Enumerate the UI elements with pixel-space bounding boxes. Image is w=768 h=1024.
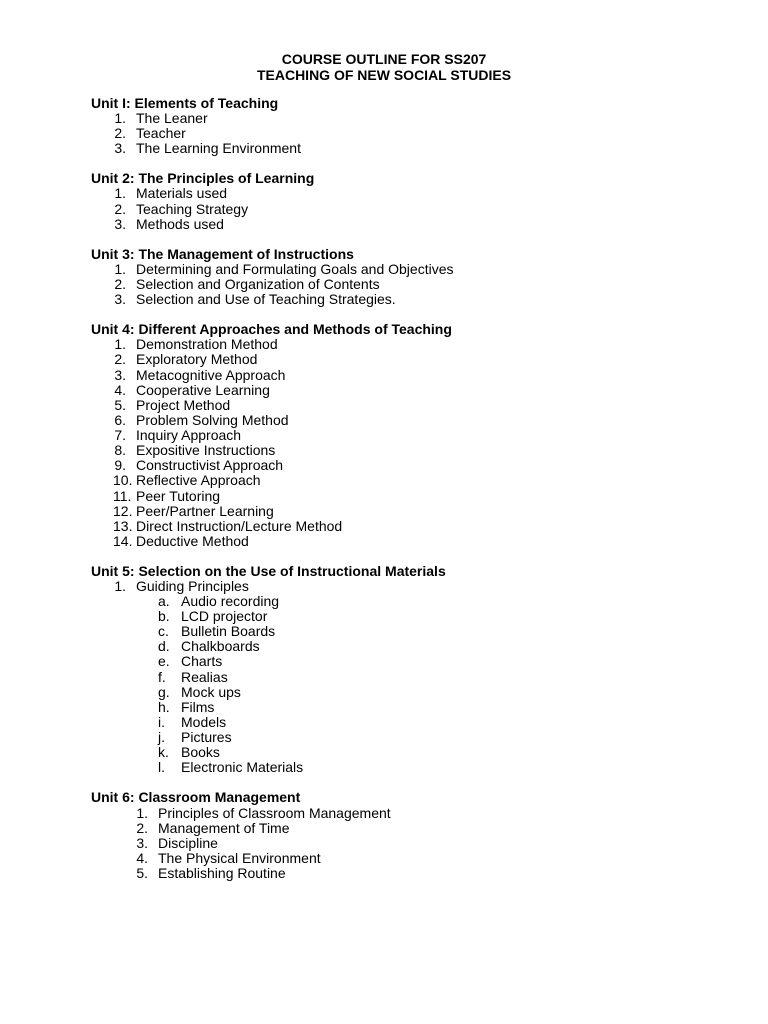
list-letter: f. <box>158 669 166 685</box>
list-item-text: Discipline <box>158 835 218 851</box>
list-number: 14. <box>113 533 133 549</box>
list-letter: d. <box>158 638 170 654</box>
list-item-text: Determining and Formulating Goals and Objectives <box>136 261 454 277</box>
list-item-text: Charts <box>181 653 223 669</box>
list-number: 5. <box>136 865 148 881</box>
list-number: 13. <box>113 518 133 534</box>
list-letter: c. <box>158 623 169 639</box>
list-item-text: Peer Tutoring <box>136 488 221 504</box>
list-number: 12. <box>113 503 133 519</box>
list-item-text: Materials used <box>136 185 228 201</box>
list-number: 2. <box>114 125 126 141</box>
list-letter: j. <box>158 729 165 745</box>
list-item-text: Principles of Classroom Management <box>158 805 391 821</box>
list-item-text: The Learning Environment <box>136 140 301 156</box>
list-item-text: Establishing Routine <box>158 865 286 881</box>
list-item-text: Deductive Method <box>136 533 249 549</box>
list-letter: i. <box>158 714 165 730</box>
list-number: 1. <box>114 261 126 277</box>
list-item-text: Management of Time <box>158 820 290 836</box>
list-letter: b. <box>158 608 170 624</box>
list-number: 7. <box>114 427 126 443</box>
list-item-text: Books <box>181 744 220 760</box>
unit-3-heading: Unit 3: The Management of Instructions <box>91 246 354 262</box>
list-letter: g. <box>158 684 170 700</box>
unit-4-heading: Unit 4: Different Approaches and Methods of Teaching <box>91 321 452 337</box>
unit-5-heading: Unit 5: Selection on the Use of Instructional Materials <box>91 563 446 579</box>
list-item-text: Teaching Strategy <box>136 201 249 217</box>
list-item-text: Reflective Approach <box>136 472 261 488</box>
list-item-text: Realias <box>181 669 228 685</box>
list-letter: h. <box>158 699 170 715</box>
list-item-text: Inquiry Approach <box>136 427 242 443</box>
list-number: 1. <box>136 805 148 821</box>
list-number: 4. <box>114 382 126 398</box>
list-item-text: Demonstration Method <box>136 336 278 352</box>
list-number: 3. <box>114 216 126 232</box>
list-number: 4. <box>136 850 148 866</box>
list-item-text: Exploratory Method <box>136 351 258 367</box>
list-item-text: Pictures <box>181 729 232 745</box>
list-item-text: Methods used <box>136 216 224 232</box>
list-item-text: LCD projector <box>181 608 268 624</box>
list-item-text: Selection and Use of Teaching Strategies. <box>136 291 396 307</box>
list-letter: k. <box>158 744 169 760</box>
list-number: 1. <box>114 336 126 352</box>
list-item-text: Teacher <box>136 125 186 141</box>
document-title-line-2: TEACHING OF NEW SOCIAL STUDIES <box>256 67 512 83</box>
unit-1-heading: Unit I: Elements of Teaching <box>91 95 279 111</box>
list-number: 1. <box>114 110 126 126</box>
list-item-text: Models <box>181 714 227 730</box>
list-item-text: Chalkboards <box>181 638 260 654</box>
list-item-text: Bulletin Boards <box>181 623 276 639</box>
list-item-text: Films <box>181 699 215 715</box>
list-number: 3. <box>114 367 126 383</box>
list-item-text: Project Method <box>136 397 231 413</box>
list-number: 3. <box>114 140 126 156</box>
list-item-text: Mock ups <box>181 684 241 700</box>
list-item-text: Audio recording <box>181 593 280 609</box>
list-number: 2. <box>114 201 126 217</box>
list-number: 2. <box>114 351 126 367</box>
list-item-text: Expositive Instructions <box>136 442 276 458</box>
list-letter: a. <box>158 593 170 609</box>
list-number: 10. <box>113 472 133 488</box>
list-number: 11. <box>113 488 132 504</box>
unit-2-heading: Unit 2: The Principles of Learning <box>91 170 315 186</box>
document-title-line-1: COURSE OUTLINE FOR SS207 <box>281 51 487 67</box>
list-item-text: Guiding Principles <box>136 578 249 594</box>
list-item-text: The Physical Environment <box>158 850 321 866</box>
list-number: 1. <box>114 185 126 201</box>
list-number: 8. <box>114 442 126 458</box>
list-number: 2. <box>136 820 148 836</box>
list-item-text: Peer/Partner Learning <box>136 503 274 519</box>
list-item-text: Direct Instruction/Lecture Method <box>136 518 343 534</box>
list-item-text: The Leaner <box>136 110 208 126</box>
list-item-text: Problem Solving Method <box>136 412 289 428</box>
unit-6-heading: Unit 6: Classroom Management <box>91 789 301 805</box>
list-item-text: Selection and Organization of Contents <box>136 276 380 292</box>
list-item-text: Metacognitive Approach <box>136 367 286 383</box>
list-number: 6. <box>114 412 126 428</box>
list-item-text: Electronic Materials <box>181 759 304 775</box>
list-number: 9. <box>114 457 126 473</box>
list-number: 3. <box>114 291 126 307</box>
list-item-text: Cooperative Learning <box>136 382 270 398</box>
list-number: 2. <box>114 276 126 292</box>
list-number: 1. <box>114 578 126 594</box>
list-number: 5. <box>114 397 126 413</box>
list-letter: l. <box>158 759 165 775</box>
list-number: 3. <box>136 835 148 851</box>
list-letter: e. <box>158 653 170 669</box>
list-item-text: Constructivist Approach <box>136 457 284 473</box>
